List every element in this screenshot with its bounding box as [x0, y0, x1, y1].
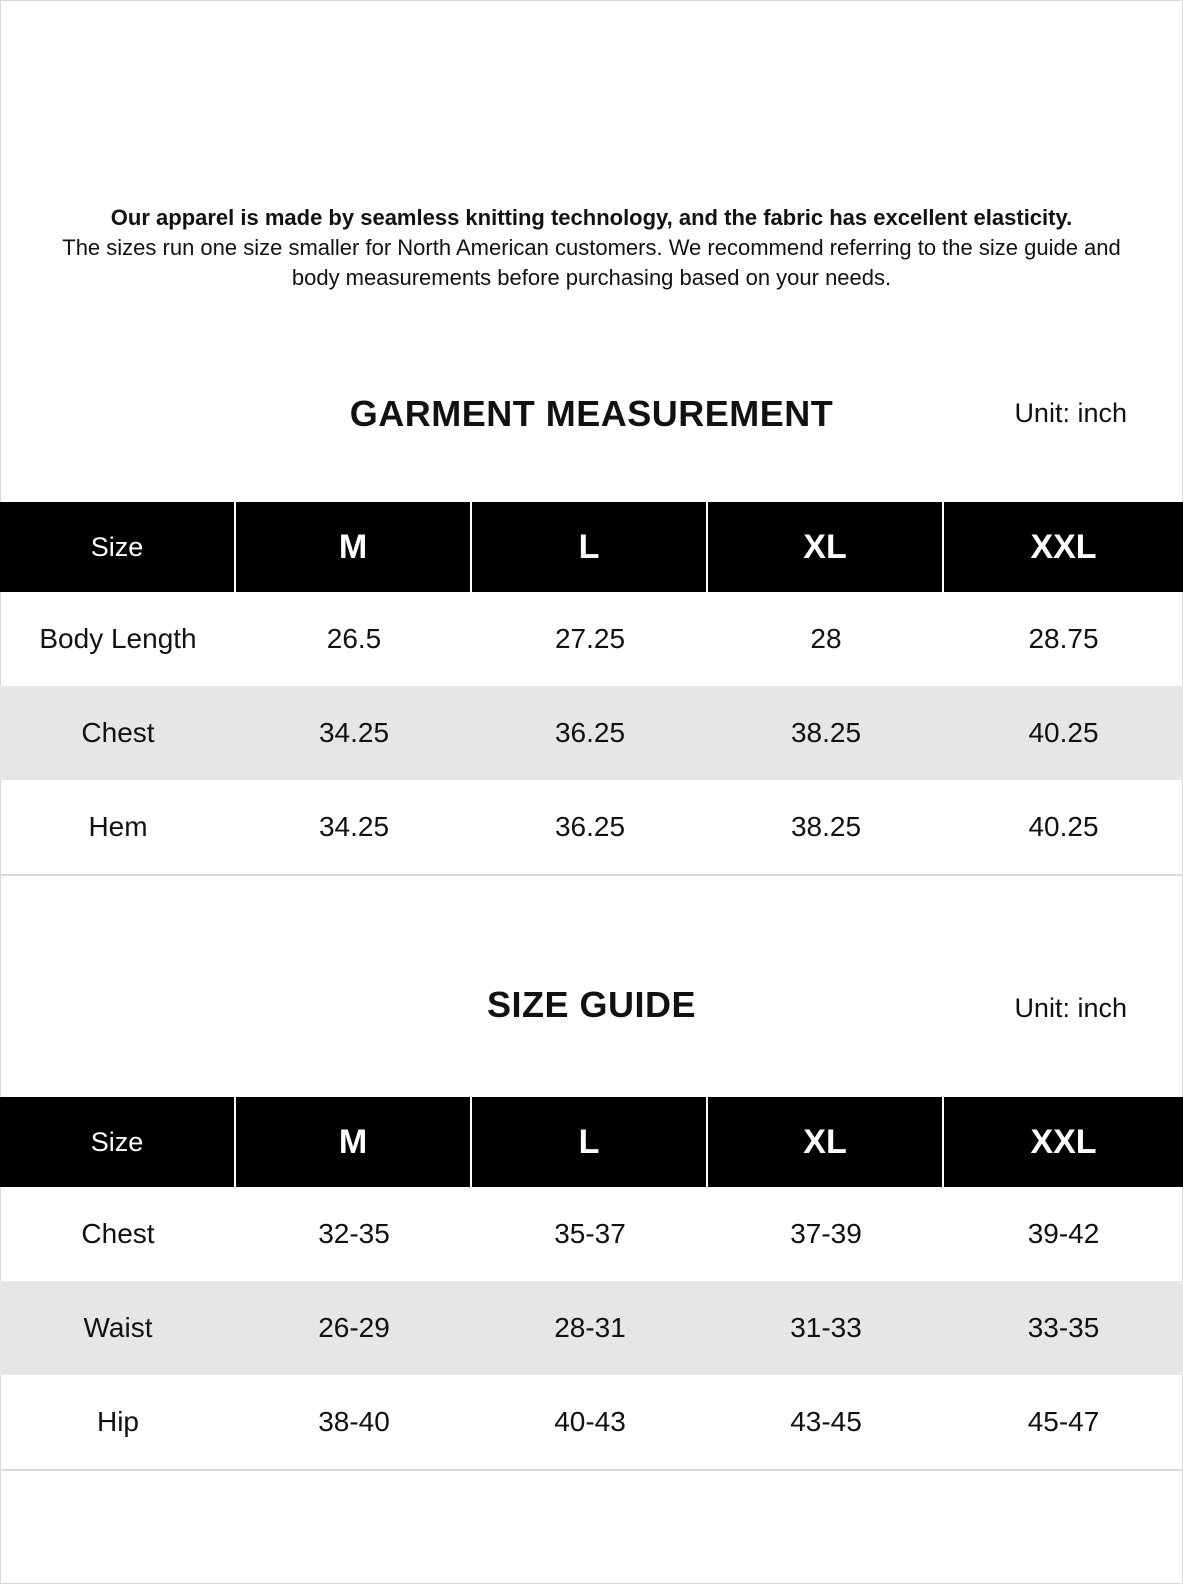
table-cell: 40.25 [1028, 811, 1099, 842]
size-guide-table [0, 1097, 1183, 1471]
table-cell: 37-39 [790, 1218, 862, 1249]
table-cell: 39-42 [1027, 1218, 1100, 1249]
row-label: Hip [96, 1406, 139, 1437]
intro-text [40, 203, 1143, 293]
table-row-hem [0, 780, 1183, 874]
table-cell: 38-40 [318, 1406, 390, 1437]
header-xl: XL [708, 502, 944, 592]
table-cell: 43-45 [790, 1406, 862, 1437]
table-cell: 33-35 [1027, 1312, 1100, 1343]
table-cell: 26-29 [318, 1312, 390, 1343]
table-cell: 32-35 [318, 1218, 390, 1249]
table-cell: 36.25 [554, 717, 626, 748]
table-row-hip [0, 1375, 1183, 1469]
table-cell: 26.5 [326, 623, 382, 654]
table-row-waist [0, 1281, 1183, 1375]
table-cell: 45-47 [1027, 1406, 1100, 1437]
table-cell: 31-33 [790, 1312, 862, 1343]
header-size: Size [0, 1097, 236, 1187]
table-header-row [0, 502, 1183, 592]
table-cell: 40.25 [1028, 717, 1099, 748]
row-label: Chest [81, 717, 155, 748]
garment-measurement-table [0, 502, 1183, 876]
table-row-chest [0, 686, 1183, 780]
header-xl: XL [708, 1097, 944, 1187]
table-cell: 28.75 [1028, 623, 1099, 654]
row-label: Chest [81, 1218, 155, 1249]
garment-measurement-title: GARMENT MEASUREMENT [349, 393, 834, 434]
table-row-body-length [0, 592, 1183, 686]
intro-headline: Our apparel is made by seamless knitting technology, and the fabric has excellent elasticity. [110, 205, 1073, 230]
row-label: Waist [83, 1312, 153, 1343]
table-cell: 38.25 [790, 811, 862, 842]
header-m: M [236, 502, 472, 592]
table-cell: 38.25 [790, 717, 862, 748]
header-m: M [236, 1097, 472, 1187]
table-cell: 35-37 [554, 1218, 626, 1249]
header-xxl: XXL [1030, 1122, 1097, 1161]
table-cell: 40-43 [554, 1406, 626, 1437]
header-size: Size [0, 502, 236, 592]
garment-unit-label: Unit: inch [1014, 398, 1127, 428]
row-label: Body Length [39, 623, 197, 654]
header-xxl: XXL [1030, 527, 1097, 566]
row-label: Hem [88, 811, 148, 842]
table-cell: 34.25 [318, 811, 390, 842]
table-header-row [0, 1097, 1183, 1187]
header-l: L [472, 1097, 708, 1187]
header-l: L [472, 502, 708, 592]
table-cell: 36.25 [554, 811, 626, 842]
intro-body: The sizes run one size smaller for North American customers. We recommend referring to the size guide and body measurements before purchasing based on your needs. [62, 235, 1121, 290]
table-row-chest [0, 1187, 1183, 1281]
table-cell: 28-31 [554, 1312, 626, 1343]
table-cell: 34.25 [318, 717, 390, 748]
table-cell: 28 [810, 623, 842, 654]
size-guide-unit-label: Unit: inch [1014, 993, 1127, 1023]
table-cell: 27.25 [554, 623, 626, 654]
size-guide-title: SIZE GUIDE [486, 984, 697, 1025]
